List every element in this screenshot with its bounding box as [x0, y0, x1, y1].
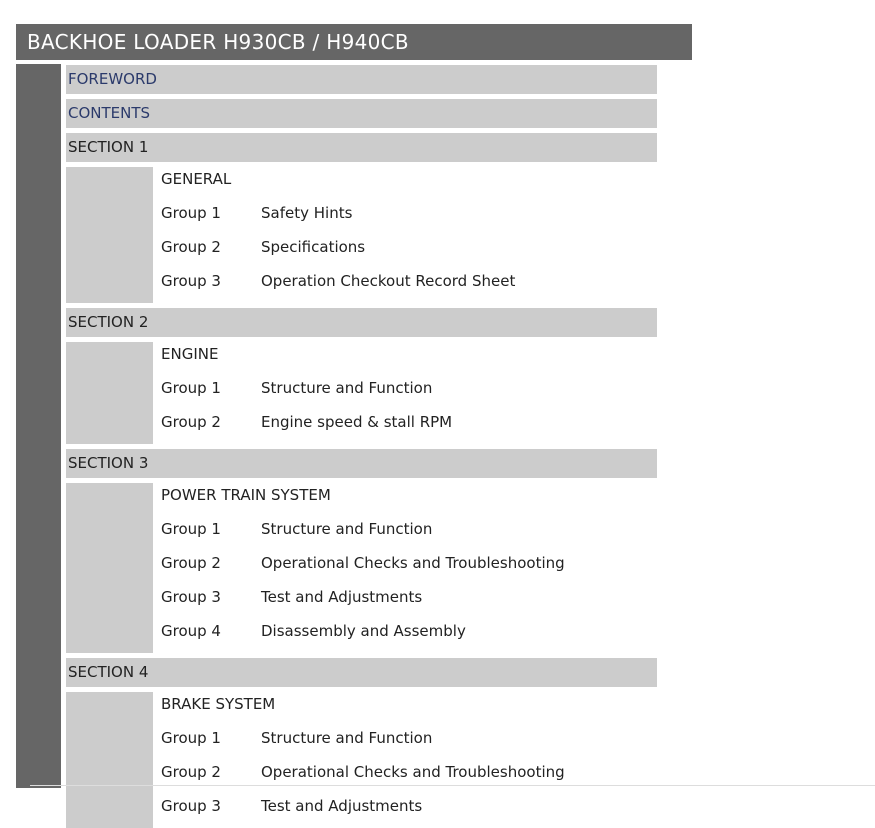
section-heading[interactable]: BRAKE SYSTEM [161, 695, 276, 713]
section-2-header[interactable]: SECTION 2 [66, 308, 657, 337]
section-1-header[interactable]: SECTION 1 [66, 133, 657, 162]
toc-entry[interactable]: Group 2 Operational Checks and Troubleshooting [161, 554, 565, 572]
section-heading[interactable]: GENERAL [161, 170, 232, 188]
page-title: BACKHOE LOADER H930CB / H940CB [16, 24, 692, 60]
section-gutter [66, 167, 153, 303]
toc-entry[interactable]: Group 1 Structure and Function [161, 729, 433, 747]
section-4-header[interactable]: SECTION 4 [66, 658, 657, 687]
section-3-block [66, 483, 657, 653]
toc-entry[interactable]: Group 1 Safety Hints [161, 204, 353, 222]
section-heading[interactable]: POWER TRAIN SYSTEM [161, 486, 331, 504]
toc-entry[interactable]: Group 3 Operation Checkout Record Sheet [161, 272, 516, 290]
toc-entry[interactable]: Group 1 Structure and Function [161, 520, 433, 538]
toc-entry[interactable]: Group 2 Specifications [161, 238, 366, 256]
toc-content [66, 64, 657, 828]
section-gutter [66, 692, 153, 828]
section-2-block [66, 342, 657, 444]
section-heading[interactable]: ENGINE [161, 345, 219, 363]
toc-entry[interactable]: Group 2 Operational Checks and Troubleshooting [161, 763, 565, 781]
foreword-link[interactable]: FOREWORD [66, 65, 657, 94]
toc-entry[interactable]: Group 3 Test and Adjustments [161, 797, 423, 815]
section-4-block [66, 692, 657, 828]
toc-entry[interactable]: Group 1 Structure and Function [161, 379, 433, 397]
contents-link[interactable]: CONTENTS [66, 99, 657, 128]
section-1-block [66, 167, 657, 303]
section-gutter [66, 483, 153, 653]
section-3-header[interactable]: SECTION 3 [66, 449, 657, 478]
divider [30, 785, 875, 786]
toc-entry[interactable]: Group 2 Engine speed & stall RPM [161, 413, 453, 431]
section-gutter [66, 342, 153, 444]
toc-entry[interactable]: Group 3 Test and Adjustments [161, 588, 423, 606]
side-rail [16, 64, 61, 788]
toc-entry[interactable]: Group 4 Disassembly and Assembly [161, 622, 466, 640]
